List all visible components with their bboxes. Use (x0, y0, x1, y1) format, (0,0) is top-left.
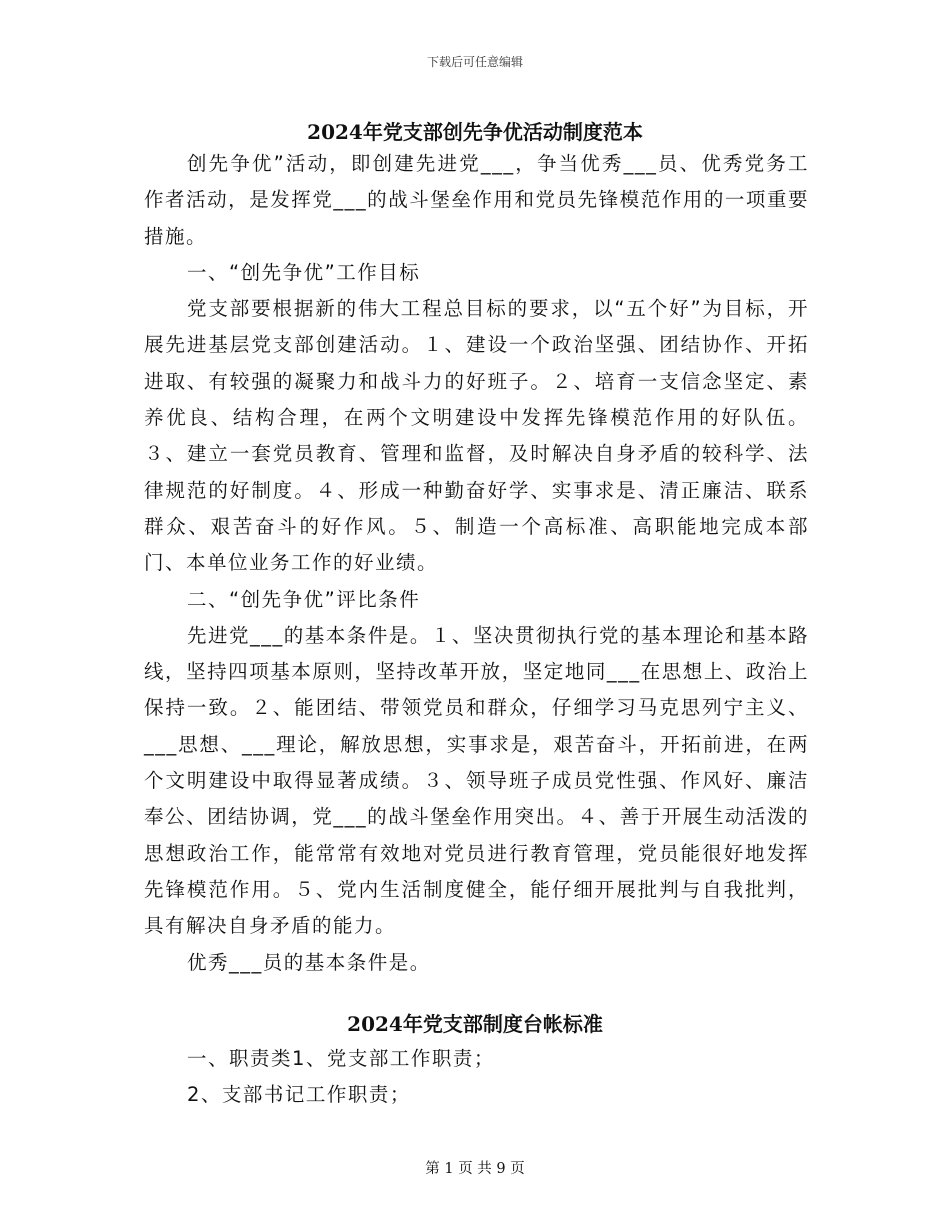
section-heading-criteria: 二、“创先争优”评比条件 (187, 587, 421, 611)
second-body (144, 1041, 809, 1114)
paragraph-excellent-member: 优秀___员的基本条件是。 (187, 950, 431, 974)
paragraph-duties-1: 一、职责类1、党支部工作职责； (187, 1047, 495, 1070)
document-title: 2024年党支部创先争优活动制度范本 (307, 120, 643, 144)
section-heading-goals: 一、“创先争优”工作目标 (187, 260, 421, 284)
document-body (144, 146, 809, 981)
second-title: 2024年党支部制度台帐标准 (347, 1012, 603, 1036)
paragraph-duties-2: 2、支部书记工作职责； (187, 1083, 411, 1107)
paragraph-goals: 党支部要根据新的伟大工程总目标的要求，以“五个好”为目标，开展先进基层党支部创建活动。１、建设一个政治坚强、团结协作、开拓进取、有较强的凝聚力和战斗力的好班子。２、培育一支信念坚定、素养优良、结构合理，在两个文明建设中发挥先锋模范作用的好队伍。３、建立一套党员教育、管理和监督，及时解决自身矛盾的较科学、法律规范的好制度。４、形成一种勤奋好学、实事求是、清正廉洁、联系群众、艰苦奋斗的好作风。５、制造一个高标准、高职能地完成本部门、本单位业务工作的好业绩。 (144, 297, 809, 575)
header-note: 下载后可任意编辑 (426, 55, 523, 69)
paragraph-criteria: 先进党___的基本条件是。１、坚决贯彻执行党的基本理论和基本路线，坚持四项基本原则，坚持改革开放，坚定地同___在思想上、政治上保持一致。２、能团结、带领党员和群众，仔细学习马克思列宁主义、___思想、___理论，解放思想，实事求是，艰苦奋斗，开拓前进，在两个文明建设中取得显著成绩。３、领导班子成员党性强、作风好、廉洁奉公、团结协调，党___的战斗堡垒作用突出。４、善于开展生动活泼的思想政治工作，能常常有效地对党员进行教育管理，党员能很好地发挥先锋模范作用。５、党内生活制度健全，能仔细开展批判与自我批判，具有解决自身矛盾的能力。 (144, 623, 809, 938)
page-footer: 第 1 页 共 9 页 (425, 1161, 525, 1177)
paragraph-intro: 创先争优”活动，即创建先进党___，争当优秀___员、优秀党务工作者活动，是发挥党___的战斗堡垒作用和党员先锋模范作用的一项重要措施。 (144, 152, 809, 248)
